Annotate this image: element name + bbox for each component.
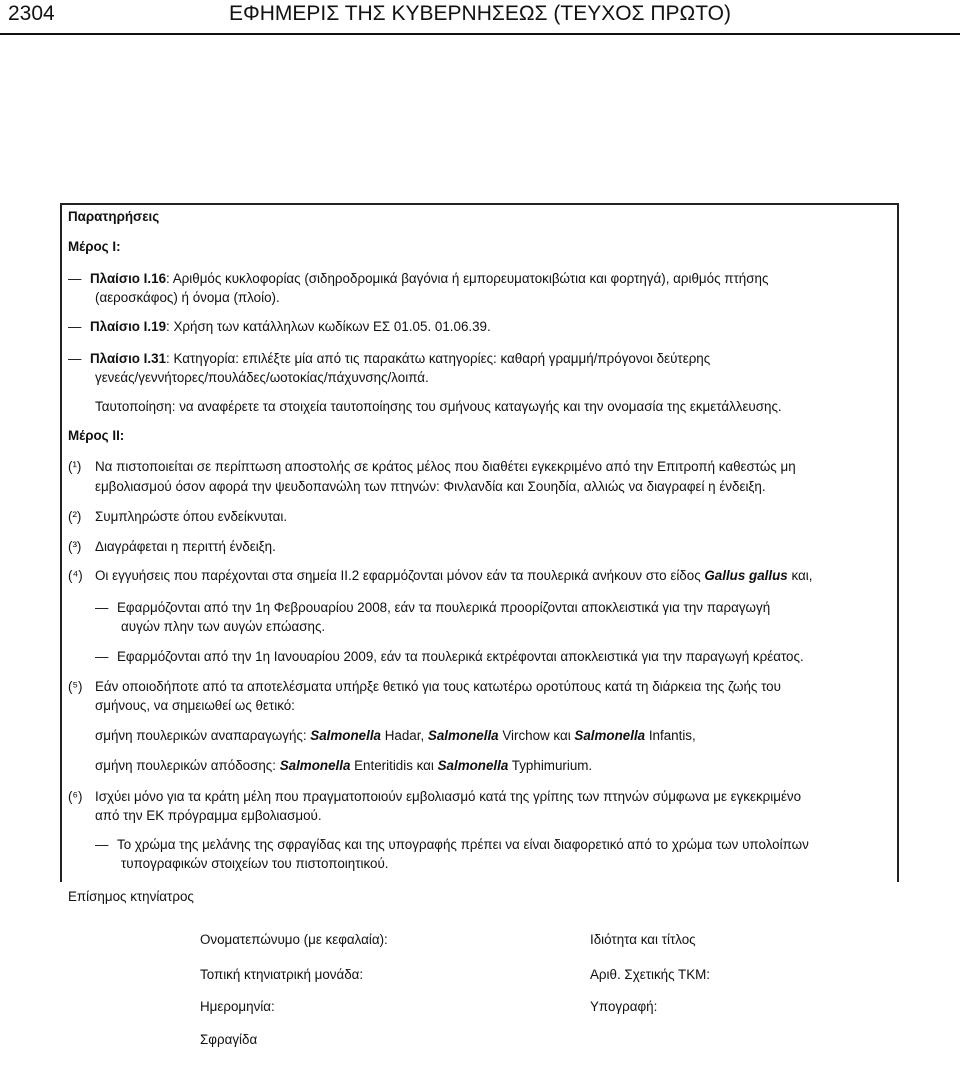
note-box-i16-cont: (αεροσκάφος) ή όνομα (πλοίο).: [95, 290, 280, 305]
footnote-1-cont: εμβολιασμού όσον αφορά την ψευδοπανώλη των πτηνών: Φινλανδία και Σουηδία, αλλιώς να διαγραφεί η ένδειξη.: [95, 479, 766, 494]
footnote-4-dash-2: [95, 646, 804, 667]
footnote-text: Virchow και: [498, 728, 575, 743]
species-name: Salmonella: [427, 728, 499, 743]
footnote-text: Typhimurium.: [508, 758, 593, 773]
footnote-2: [68, 506, 287, 527]
footnote-5-production: [95, 755, 592, 776]
note-box-i16: [68, 268, 768, 289]
footnote-1: [68, 456, 796, 477]
dash: —: [68, 319, 82, 334]
footnote-text: Οι εγγυήσεις που παρέχονται στα σημεία ΙΙ.2 εφαρμόζονται μόνον εάν τα πουλερικά ανήκουν στο είδος: [95, 568, 705, 583]
footnote-text: Hadar,: [381, 728, 428, 743]
role-label: Ιδιότητα και τίτλος: [590, 932, 696, 947]
footnote-6: [68, 786, 801, 807]
footnote-mark: (⁴): [68, 568, 83, 583]
note-text: : Αριθμός κυκλοφορίας (σιδηροδρομικά βαγόνια ή εμπορευματοκιβώτια και φορτηγά), αριθμός πτήσης: [166, 271, 769, 286]
footnote-text: Διαγράφεται η περιττή ένδειξη.: [95, 539, 276, 554]
dash: —: [68, 351, 82, 366]
footnote-mark: (⁶): [68, 789, 83, 804]
note-box-i31: [68, 348, 710, 369]
dash: —: [95, 600, 109, 615]
tkm-label: Αριθ. Σχετικής ΤΚΜ:: [590, 967, 711, 982]
notes-heading: Παρατηρήσεις: [68, 209, 160, 224]
note-identification: Ταυτοποίηση: να αναφέρετε τα στοιχεία ταυτοποίησης του σμήνους καταγωγής και την ονομασία της εκμετάλλευσης.: [95, 399, 782, 414]
footnote-text: Εφαρμόζονται από την 1η Ιανουαρίου 2009, εάν τα πουλερικά εκτρέφονται αποκλειστικά για την παραγωγή κρέατος.: [117, 649, 804, 664]
header-rule: [0, 33, 960, 35]
official-vet-heading: Επίσημος κτηνίατρος: [68, 889, 194, 904]
footnote-text: σμήνη πουλερικών απόδοσης:: [95, 758, 280, 773]
footnote-mark: (²): [68, 509, 82, 524]
date-label: Ημερομηνία:: [200, 999, 275, 1014]
name-label: Ονοματεπώνυμο (με κεφαλαία):: [200, 932, 388, 947]
unit-label: Τοπική κτηνιατρική μονάδα:: [200, 967, 364, 982]
footnote-6-dash-1: [95, 834, 809, 855]
box-label: Πλαίσιο Ι.16: [90, 271, 167, 286]
species-name: Salmonella: [574, 728, 646, 743]
dash: —: [95, 837, 109, 852]
footnote-text: Ισχύει μόνο για τα κράτη μέλη που πραγματοποιούν εμβολιασμό κατά της γρίπης των πτηνών σύμφωνα με εγκεκριμένο: [95, 789, 802, 804]
footnote-text: Το χρώμα της μελάνης της σφραγίδας και της υπογραφής πρέπει να είναι διαφορετικό από το χρώμα των υπολοίπων: [117, 837, 809, 852]
box-label: Πλαίσιο Ι.31: [90, 351, 167, 366]
footnote-text: Εφαρμόζονται από την 1η Φεβρουαρίου 2008, εάν τα πουλερικά προορίζονται αποκλειστικά για την παραγωγή: [117, 600, 771, 615]
dash: —: [68, 271, 82, 286]
note-box-i19: [68, 316, 491, 337]
species-name: Gallus gallus: [704, 568, 788, 583]
footnote-text: και,: [787, 568, 813, 583]
species-name: Salmonella: [279, 758, 351, 773]
footnote-4-dash-1: [95, 597, 770, 618]
footnote-text: Συμπληρώστε όπου ενδείκνυται.: [95, 509, 288, 524]
signature-label: Υπογραφή:: [590, 999, 658, 1014]
footnote-5-breeding: [95, 725, 696, 746]
part1-heading: Μέρος Ι:: [68, 239, 121, 254]
footnote-mark: (⁵): [68, 679, 83, 694]
footnote-mark: (³): [68, 539, 82, 554]
part2-heading: Μέρος ΙΙ:: [68, 428, 125, 443]
box-label: Πλαίσιο Ι.19: [90, 319, 167, 334]
footnote-6-dash-1-cont: τυπογραφικών στοιχείων του πιστοποιητικού.: [121, 856, 389, 871]
footnote-mark: (¹): [68, 459, 82, 474]
footnote-6-cont: από την ΕΚ πρόγραμμα εμβολιασμού.: [95, 808, 322, 823]
footnote-text: Εάν οποιοδήποτε από τα αποτελέσματα υπήρξε θετικό για τους κατωτέρω οροτύπους κατά τη διάρκεια της ζωής του: [95, 679, 781, 694]
page-number: 2304: [8, 2, 55, 25]
footnote-5-cont: σμήνους, να σημειωθεί ως θετικό:: [95, 698, 295, 713]
footnote-4: [68, 565, 812, 586]
gazette-title: ΕΦΗΜΕΡΙΣ ΤΗΣ ΚΥΒΕΡΝΗΣΕΩΣ (ΤΕΥΧΟΣ ΠΡΩΤΟ): [228, 2, 732, 25]
note-text: : Χρήση των κατάλληλων κωδίκων ΕΣ 01.05. 01.06.39.: [166, 319, 491, 334]
dash: —: [95, 649, 109, 664]
note-text: : Κατηγορία: επιλέξτε μία από τις παρακάτω κατηγορίες: καθαρή γραμμή/πρόγονοι δεύτερης: [166, 351, 711, 366]
species-name: Salmonella: [310, 728, 381, 743]
footnote-5: [68, 676, 781, 697]
stamp-label: Σφραγίδα: [200, 1032, 258, 1047]
footnote-text: Enteritidis και: [350, 758, 438, 773]
note-box-i31-cont: γενεάς/γεννήτορες/πουλάδες/ωοτοκίας/πάχυνσης/λοιπά.: [95, 370, 429, 385]
footnote-text: Infantis,: [645, 728, 696, 743]
species-name: Salmonella: [437, 758, 509, 773]
footnote-text: σμήνη πουλερικών αναπαραγωγής:: [95, 728, 311, 743]
footnote-4-dash-1-cont: αυγών πλην των αυγών επώασης.: [121, 619, 326, 634]
footnote-text: Να πιστοποιείται σε περίπτωση αποστολής σε κράτος μέλος που διαθέτει εγκεκριμένο από την Επιτροπή καθεστώς μη: [95, 459, 796, 474]
footnote-3: [68, 536, 276, 557]
